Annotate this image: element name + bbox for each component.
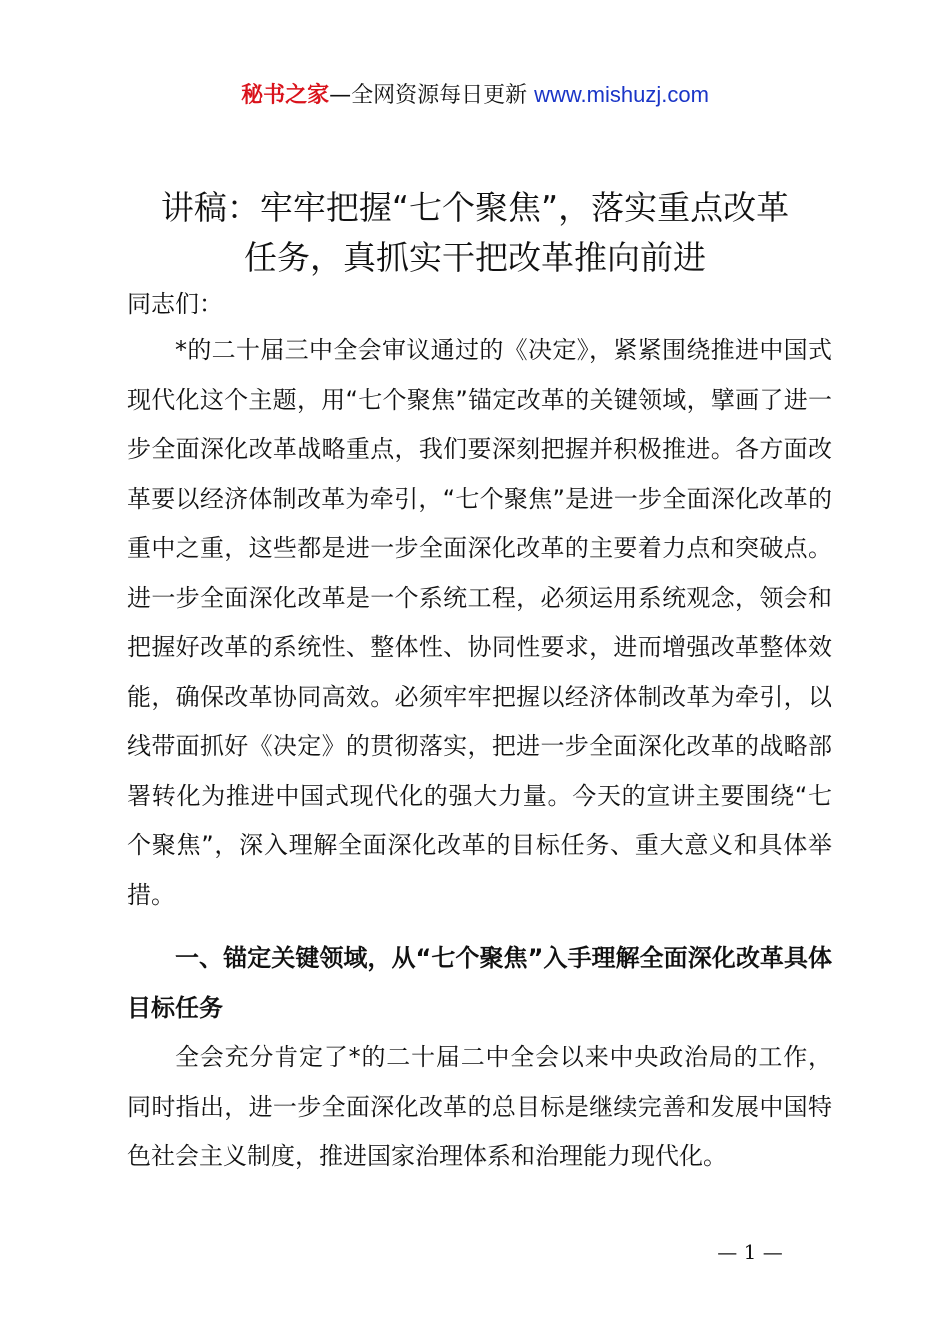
title-line-1: 讲稿：牢牢把握“七个聚焦”，落实重点改革 bbox=[160, 188, 790, 227]
section-heading: 一、锚定关键领域，从“七个聚焦”入手理解全面深化改革具体目标任务 bbox=[127, 944, 832, 1022]
paragraph-2: 全会充分肯定了*的二十届二中全会以来中央政治局的工作，同时指出，进一步全面深化改革的总目标是继续完善和发展中国特色社会主义制度，推进国家治理体系和治理能力现代化。 bbox=[127, 1043, 832, 1170]
paragraph-1: *的二十届三中全会审议通过的《决定》，紧紧围绕推进中国式现代化这个主题，用“七个聚焦”锚定改革的关键领域，擘画了进一步全面深化改革战略重点，我们要深刻把握并积极推进。各方面改革要以经济体制改革为牵引，“七个聚焦”是进一步全面深化改革的重中之重，这些都是进一步全面深化改革的主要着力点和突破点。进一步全面深化改革是一个系统工程，必须运用系统观念，领会和把握好改革的系统性、整体性、协同性要求，进而增强改革整体效能，确保改革协同高效。必须牢牢把握以经济体制改革为牵引，以线带面抓好《决定》的贯彻落实，把进一步全面深化改革的战略部署转化为推进中国式现代化的强大力量。今天的宣讲主要围绕“七个聚焦”，深入理解全面深化改革的目标任务、重大意义和具体举措。 bbox=[127, 336, 832, 909]
header-slogan: —全网资源每日更新 bbox=[329, 83, 528, 108]
site-header bbox=[0, 80, 950, 111]
document-body bbox=[127, 286, 832, 1196]
salutation: 同志们： bbox=[127, 290, 223, 318]
site-url[interactable]: www.mishuzj.com bbox=[534, 82, 709, 107]
page-number: — 1 — bbox=[717, 1240, 783, 1264]
document-title bbox=[100, 183, 850, 283]
title-line-2: 任务，真抓实干把改革推向前进 bbox=[244, 238, 706, 277]
brand-name: 秘书之家 bbox=[241, 83, 330, 108]
